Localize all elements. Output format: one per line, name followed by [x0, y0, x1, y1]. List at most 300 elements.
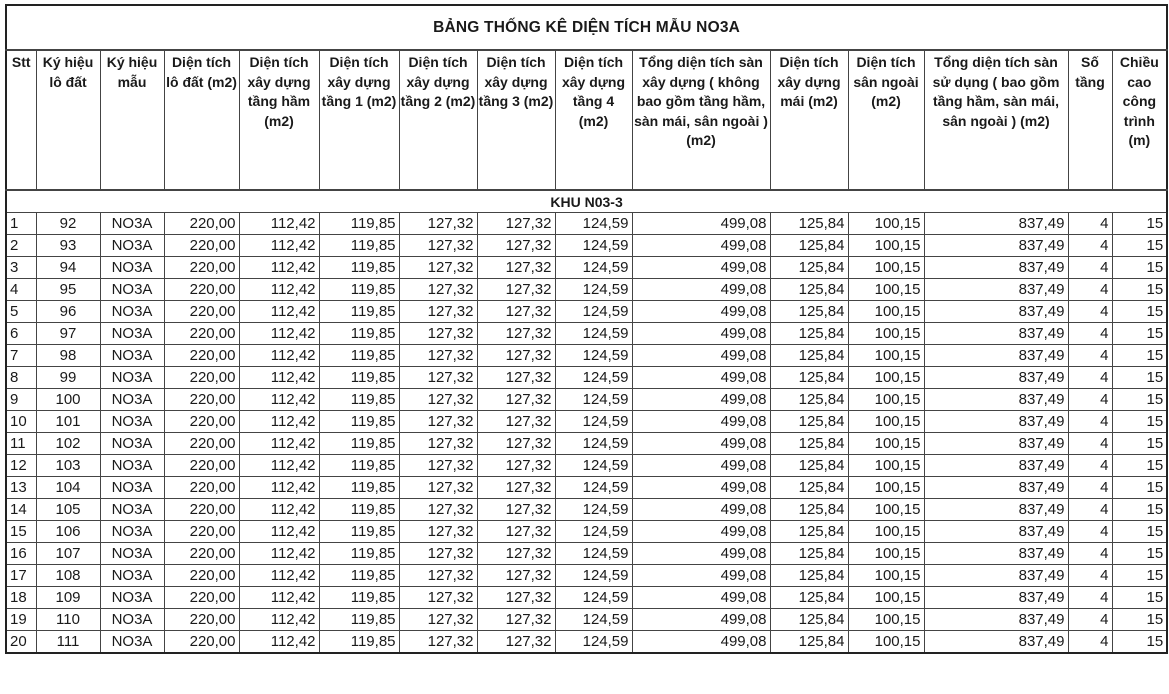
cell-floor4-area: 124,59	[555, 257, 632, 279]
cell-model-code: NO3A	[100, 587, 164, 609]
cell-floor4-area: 124,59	[555, 609, 632, 631]
cell-floor4-area: 124,59	[555, 433, 632, 455]
cell-total-usable-floor-area: 837,49	[924, 213, 1068, 235]
cell-building-height: 15	[1112, 521, 1167, 543]
cell-floor4-area: 124,59	[555, 543, 632, 565]
cell-total-construction-floor-area: 499,08	[632, 477, 770, 499]
cell-model-code: NO3A	[100, 565, 164, 587]
cell-outdoor-yard-area: 100,15	[848, 367, 924, 389]
cell-lot-code: 109	[36, 587, 100, 609]
cell-floor4-area: 124,59	[555, 499, 632, 521]
cell-floor1-area: 119,85	[319, 565, 399, 587]
cell-total-usable-floor-area: 837,49	[924, 455, 1068, 477]
cell-basement-area: 112,42	[239, 301, 319, 323]
cell-lot-area: 220,00	[164, 521, 239, 543]
cell-outdoor-yard-area: 100,15	[848, 587, 924, 609]
col-floor-count-header: Số tầng	[1068, 50, 1112, 190]
cell-basement-area: 112,42	[239, 631, 319, 654]
cell-stt: 2	[6, 235, 36, 257]
cell-stt: 5	[6, 301, 36, 323]
cell-roof-area: 125,84	[770, 609, 848, 631]
cell-lot-code: 92	[36, 213, 100, 235]
cell-total-construction-floor-area: 499,08	[632, 367, 770, 389]
cell-stt: 8	[6, 367, 36, 389]
cell-floor4-area: 124,59	[555, 587, 632, 609]
table-row	[6, 499, 1167, 521]
cell-lot-code: 97	[36, 323, 100, 345]
cell-building-height: 15	[1112, 257, 1167, 279]
table-row	[6, 257, 1167, 279]
cell-floor1-area: 119,85	[319, 411, 399, 433]
cell-outdoor-yard-area: 100,15	[848, 565, 924, 587]
col-total-construction-floor-area-header: Tổng diện tích sàn xây dựng ( không bao gồm tầng hầm, sàn mái, sân ngoài ) (m2)	[632, 50, 770, 190]
cell-floor-count: 4	[1068, 521, 1112, 543]
col-basement-area-header: Diện tích xây dựng tầng hầm (m2)	[239, 50, 319, 190]
table-row	[6, 521, 1167, 543]
cell-total-usable-floor-area: 837,49	[924, 631, 1068, 654]
cell-floor-count: 4	[1068, 279, 1112, 301]
cell-total-construction-floor-area: 499,08	[632, 433, 770, 455]
cell-floor1-area: 119,85	[319, 587, 399, 609]
cell-outdoor-yard-area: 100,15	[848, 345, 924, 367]
zone-row	[6, 190, 1167, 213]
cell-floor4-area: 124,59	[555, 411, 632, 433]
cell-basement-area: 112,42	[239, 213, 319, 235]
cell-floor1-area: 119,85	[319, 257, 399, 279]
header-row	[6, 50, 1167, 190]
cell-lot-area: 220,00	[164, 433, 239, 455]
cell-total-usable-floor-area: 837,49	[924, 411, 1068, 433]
cell-floor-count: 4	[1068, 257, 1112, 279]
table-row	[6, 235, 1167, 257]
cell-total-construction-floor-area: 499,08	[632, 389, 770, 411]
cell-floor1-area: 119,85	[319, 367, 399, 389]
cell-model-code: NO3A	[100, 543, 164, 565]
cell-floor1-area: 119,85	[319, 213, 399, 235]
cell-floor2-area: 127,32	[399, 521, 477, 543]
cell-floor-count: 4	[1068, 499, 1112, 521]
cell-lot-area: 220,00	[164, 565, 239, 587]
cell-basement-area: 112,42	[239, 565, 319, 587]
cell-total-construction-floor-area: 499,08	[632, 609, 770, 631]
cell-floor-count: 4	[1068, 213, 1112, 235]
cell-floor4-area: 124,59	[555, 345, 632, 367]
cell-floor3-area: 127,32	[477, 367, 555, 389]
cell-floor-count: 4	[1068, 587, 1112, 609]
cell-lot-code: 108	[36, 565, 100, 587]
cell-lot-area: 220,00	[164, 587, 239, 609]
cell-outdoor-yard-area: 100,15	[848, 433, 924, 455]
cell-stt: 4	[6, 279, 36, 301]
cell-floor3-area: 127,32	[477, 543, 555, 565]
cell-model-code: NO3A	[100, 433, 164, 455]
cell-model-code: NO3A	[100, 631, 164, 654]
cell-building-height: 15	[1112, 455, 1167, 477]
cell-model-code: NO3A	[100, 323, 164, 345]
cell-floor3-area: 127,32	[477, 279, 555, 301]
table-row	[6, 433, 1167, 455]
cell-floor2-area: 127,32	[399, 543, 477, 565]
cell-lot-area: 220,00	[164, 609, 239, 631]
cell-lot-area: 220,00	[164, 367, 239, 389]
cell-floor4-area: 124,59	[555, 521, 632, 543]
cell-stt: 17	[6, 565, 36, 587]
col-lot-area-header: Diện tích lô đất (m2)	[164, 50, 239, 190]
cell-floor3-area: 127,32	[477, 213, 555, 235]
cell-basement-area: 112,42	[239, 279, 319, 301]
cell-roof-area: 125,84	[770, 213, 848, 235]
cell-outdoor-yard-area: 100,15	[848, 323, 924, 345]
cell-outdoor-yard-area: 100,15	[848, 235, 924, 257]
cell-floor4-area: 124,59	[555, 323, 632, 345]
cell-roof-area: 125,84	[770, 389, 848, 411]
cell-floor1-area: 119,85	[319, 609, 399, 631]
cell-lot-code: 111	[36, 631, 100, 654]
cell-stt: 16	[6, 543, 36, 565]
cell-floor1-area: 119,85	[319, 279, 399, 301]
cell-total-usable-floor-area: 837,49	[924, 433, 1068, 455]
cell-floor4-area: 124,59	[555, 389, 632, 411]
cell-building-height: 15	[1112, 411, 1167, 433]
col-lot-code-header: Ký hiệu lô đất	[36, 50, 100, 190]
table-row	[6, 213, 1167, 235]
cell-model-code: NO3A	[100, 345, 164, 367]
col-outdoor-yard-area-header: Diện tích sân ngoài (m2)	[848, 50, 924, 190]
cell-lot-code: 100	[36, 389, 100, 411]
col-model-code-header: Ký hiệu mẫu	[100, 50, 164, 190]
cell-floor1-area: 119,85	[319, 521, 399, 543]
cell-roof-area: 125,84	[770, 631, 848, 654]
cell-lot-code: 105	[36, 499, 100, 521]
table-row	[6, 323, 1167, 345]
cell-floor-count: 4	[1068, 301, 1112, 323]
cell-total-construction-floor-area: 499,08	[632, 279, 770, 301]
cell-model-code: NO3A	[100, 455, 164, 477]
cell-building-height: 15	[1112, 345, 1167, 367]
cell-floor-count: 4	[1068, 323, 1112, 345]
cell-stt: 13	[6, 477, 36, 499]
area-statistics-table	[5, 4, 1168, 654]
cell-basement-area: 112,42	[239, 367, 319, 389]
cell-floor2-area: 127,32	[399, 389, 477, 411]
cell-total-construction-floor-area: 499,08	[632, 543, 770, 565]
table-row	[6, 609, 1167, 631]
cell-floor2-area: 127,32	[399, 213, 477, 235]
cell-outdoor-yard-area: 100,15	[848, 389, 924, 411]
cell-building-height: 15	[1112, 323, 1167, 345]
cell-stt: 20	[6, 631, 36, 654]
cell-floor2-area: 127,32	[399, 301, 477, 323]
cell-floor1-area: 119,85	[319, 455, 399, 477]
cell-floor4-area: 124,59	[555, 213, 632, 235]
cell-outdoor-yard-area: 100,15	[848, 499, 924, 521]
table-row	[6, 411, 1167, 433]
cell-total-construction-floor-area: 499,08	[632, 499, 770, 521]
cell-building-height: 15	[1112, 367, 1167, 389]
cell-building-height: 15	[1112, 587, 1167, 609]
cell-floor2-area: 127,32	[399, 455, 477, 477]
cell-lot-area: 220,00	[164, 213, 239, 235]
table-row	[6, 631, 1167, 654]
cell-outdoor-yard-area: 100,15	[848, 411, 924, 433]
cell-stt: 7	[6, 345, 36, 367]
cell-floor4-area: 124,59	[555, 631, 632, 654]
cell-model-code: NO3A	[100, 477, 164, 499]
cell-floor3-area: 127,32	[477, 477, 555, 499]
cell-outdoor-yard-area: 100,15	[848, 279, 924, 301]
cell-floor3-area: 127,32	[477, 521, 555, 543]
cell-total-usable-floor-area: 837,49	[924, 477, 1068, 499]
cell-roof-area: 125,84	[770, 257, 848, 279]
cell-lot-area: 220,00	[164, 477, 239, 499]
cell-floor-count: 4	[1068, 631, 1112, 654]
col-roof-area-header: Diện tích xây dựng mái (m2)	[770, 50, 848, 190]
cell-roof-area: 125,84	[770, 521, 848, 543]
cell-floor-count: 4	[1068, 477, 1112, 499]
cell-roof-area: 125,84	[770, 565, 848, 587]
cell-floor2-area: 127,32	[399, 587, 477, 609]
table-row	[6, 389, 1167, 411]
cell-roof-area: 125,84	[770, 455, 848, 477]
cell-outdoor-yard-area: 100,15	[848, 609, 924, 631]
cell-outdoor-yard-area: 100,15	[848, 455, 924, 477]
cell-floor2-area: 127,32	[399, 235, 477, 257]
col-floor4-area-header: Diện tích xây dựng tầng 4 (m2)	[555, 50, 632, 190]
cell-basement-area: 112,42	[239, 587, 319, 609]
cell-floor3-area: 127,32	[477, 301, 555, 323]
cell-outdoor-yard-area: 100,15	[848, 301, 924, 323]
cell-stt: 3	[6, 257, 36, 279]
cell-floor-count: 4	[1068, 433, 1112, 455]
cell-lot-area: 220,00	[164, 235, 239, 257]
cell-floor2-area: 127,32	[399, 257, 477, 279]
cell-model-code: NO3A	[100, 521, 164, 543]
cell-total-construction-floor-area: 499,08	[632, 411, 770, 433]
cell-model-code: NO3A	[100, 367, 164, 389]
cell-floor2-area: 127,32	[399, 279, 477, 301]
cell-model-code: NO3A	[100, 235, 164, 257]
cell-building-height: 15	[1112, 565, 1167, 587]
cell-basement-area: 112,42	[239, 499, 319, 521]
cell-model-code: NO3A	[100, 609, 164, 631]
cell-total-usable-floor-area: 837,49	[924, 235, 1068, 257]
cell-lot-area: 220,00	[164, 389, 239, 411]
cell-floor2-area: 127,32	[399, 411, 477, 433]
cell-floor-count: 4	[1068, 609, 1112, 631]
cell-floor3-area: 127,32	[477, 499, 555, 521]
cell-floor1-area: 119,85	[319, 499, 399, 521]
cell-roof-area: 125,84	[770, 411, 848, 433]
cell-floor-count: 4	[1068, 543, 1112, 565]
cell-floor1-area: 119,85	[319, 389, 399, 411]
cell-floor1-area: 119,85	[319, 631, 399, 654]
cell-building-height: 15	[1112, 279, 1167, 301]
cell-stt: 9	[6, 389, 36, 411]
cell-total-usable-floor-area: 837,49	[924, 389, 1068, 411]
cell-floor3-area: 127,32	[477, 455, 555, 477]
cell-floor3-area: 127,32	[477, 235, 555, 257]
cell-floor-count: 4	[1068, 345, 1112, 367]
cell-floor2-area: 127,32	[399, 565, 477, 587]
cell-building-height: 15	[1112, 389, 1167, 411]
cell-floor-count: 4	[1068, 235, 1112, 257]
cell-basement-area: 112,42	[239, 235, 319, 257]
cell-building-height: 15	[1112, 433, 1167, 455]
cell-floor4-area: 124,59	[555, 565, 632, 587]
cell-roof-area: 125,84	[770, 367, 848, 389]
cell-floor1-area: 119,85	[319, 477, 399, 499]
cell-lot-code: 95	[36, 279, 100, 301]
cell-total-usable-floor-area: 837,49	[924, 323, 1068, 345]
cell-roof-area: 125,84	[770, 433, 848, 455]
cell-lot-code: 104	[36, 477, 100, 499]
cell-total-usable-floor-area: 837,49	[924, 499, 1068, 521]
title-row	[6, 5, 1167, 50]
cell-basement-area: 112,42	[239, 323, 319, 345]
cell-basement-area: 112,42	[239, 433, 319, 455]
cell-floor3-area: 127,32	[477, 587, 555, 609]
table-row	[6, 279, 1167, 301]
cell-total-usable-floor-area: 837,49	[924, 345, 1068, 367]
cell-floor3-area: 127,32	[477, 433, 555, 455]
cell-lot-code: 106	[36, 521, 100, 543]
cell-floor4-area: 124,59	[555, 301, 632, 323]
cell-floor4-area: 124,59	[555, 477, 632, 499]
table-row	[6, 345, 1167, 367]
cell-roof-area: 125,84	[770, 235, 848, 257]
col-floor1-area-header: Diện tích xây dựng tầng 1 (m2)	[319, 50, 399, 190]
cell-total-construction-floor-area: 499,08	[632, 213, 770, 235]
cell-floor2-area: 127,32	[399, 367, 477, 389]
table-row	[6, 477, 1167, 499]
cell-floor-count: 4	[1068, 455, 1112, 477]
cell-lot-area: 220,00	[164, 323, 239, 345]
cell-basement-area: 112,42	[239, 455, 319, 477]
cell-basement-area: 112,42	[239, 543, 319, 565]
cell-building-height: 15	[1112, 543, 1167, 565]
cell-stt: 18	[6, 587, 36, 609]
cell-floor4-area: 124,59	[555, 367, 632, 389]
cell-total-usable-floor-area: 837,49	[924, 279, 1068, 301]
cell-building-height: 15	[1112, 499, 1167, 521]
cell-stt: 11	[6, 433, 36, 455]
cell-lot-area: 220,00	[164, 257, 239, 279]
cell-lot-code: 107	[36, 543, 100, 565]
cell-total-construction-floor-area: 499,08	[632, 345, 770, 367]
cell-roof-area: 125,84	[770, 477, 848, 499]
cell-floor1-area: 119,85	[319, 543, 399, 565]
cell-floor3-area: 127,32	[477, 609, 555, 631]
cell-lot-code: 110	[36, 609, 100, 631]
cell-floor1-area: 119,85	[319, 301, 399, 323]
cell-total-construction-floor-area: 499,08	[632, 301, 770, 323]
cell-floor-count: 4	[1068, 389, 1112, 411]
cell-floor3-area: 127,32	[477, 565, 555, 587]
cell-roof-area: 125,84	[770, 587, 848, 609]
cell-building-height: 15	[1112, 235, 1167, 257]
cell-total-construction-floor-area: 499,08	[632, 257, 770, 279]
cell-outdoor-yard-area: 100,15	[848, 631, 924, 654]
cell-floor2-area: 127,32	[399, 499, 477, 521]
cell-total-construction-floor-area: 499,08	[632, 587, 770, 609]
cell-total-construction-floor-area: 499,08	[632, 521, 770, 543]
cell-outdoor-yard-area: 100,15	[848, 257, 924, 279]
cell-model-code: NO3A	[100, 213, 164, 235]
cell-lot-area: 220,00	[164, 279, 239, 301]
cell-lot-area: 220,00	[164, 455, 239, 477]
cell-model-code: NO3A	[100, 301, 164, 323]
cell-model-code: NO3A	[100, 257, 164, 279]
cell-total-usable-floor-area: 837,49	[924, 257, 1068, 279]
cell-model-code: NO3A	[100, 389, 164, 411]
cell-basement-area: 112,42	[239, 521, 319, 543]
cell-roof-area: 125,84	[770, 543, 848, 565]
cell-total-construction-floor-area: 499,08	[632, 235, 770, 257]
table-row	[6, 301, 1167, 323]
cell-total-usable-floor-area: 837,49	[924, 521, 1068, 543]
cell-lot-area: 220,00	[164, 631, 239, 654]
cell-model-code: NO3A	[100, 279, 164, 301]
cell-total-usable-floor-area: 837,49	[924, 367, 1068, 389]
cell-lot-area: 220,00	[164, 301, 239, 323]
table-row	[6, 367, 1167, 389]
cell-roof-area: 125,84	[770, 301, 848, 323]
cell-stt: 14	[6, 499, 36, 521]
cell-lot-code: 96	[36, 301, 100, 323]
cell-stt: 1	[6, 213, 36, 235]
col-floor3-area-header: Diện tích xây dựng tầng 3 (m2)	[477, 50, 555, 190]
table-title: BẢNG THỐNG KÊ DIỆN TÍCH MẪU NO3A	[6, 5, 1167, 50]
cell-lot-area: 220,00	[164, 345, 239, 367]
zone-label: KHU N03-3	[6, 190, 1167, 213]
cell-basement-area: 112,42	[239, 411, 319, 433]
cell-roof-area: 125,84	[770, 499, 848, 521]
cell-lot-area: 220,00	[164, 499, 239, 521]
cell-floor1-area: 119,85	[319, 235, 399, 257]
cell-total-construction-floor-area: 499,08	[632, 631, 770, 654]
cell-floor-count: 4	[1068, 565, 1112, 587]
cell-floor3-area: 127,32	[477, 257, 555, 279]
cell-floor2-area: 127,32	[399, 631, 477, 654]
cell-lot-code: 101	[36, 411, 100, 433]
cell-floor2-area: 127,32	[399, 477, 477, 499]
cell-total-construction-floor-area: 499,08	[632, 565, 770, 587]
col-total-usable-floor-area-header: Tổng diện tích sàn sử dụng ( bao gồm tầng hầm, sàn mái, sân ngoài ) (m2)	[924, 50, 1068, 190]
table-row	[6, 543, 1167, 565]
cell-basement-area: 112,42	[239, 345, 319, 367]
cell-floor3-area: 127,32	[477, 345, 555, 367]
cell-total-usable-floor-area: 837,49	[924, 587, 1068, 609]
cell-floor2-area: 127,32	[399, 609, 477, 631]
cell-floor2-area: 127,32	[399, 323, 477, 345]
cell-floor3-area: 127,32	[477, 411, 555, 433]
cell-stt: 6	[6, 323, 36, 345]
cell-floor4-area: 124,59	[555, 279, 632, 301]
col-stt-header: Stt	[6, 50, 36, 190]
cell-total-construction-floor-area: 499,08	[632, 455, 770, 477]
cell-outdoor-yard-area: 100,15	[848, 477, 924, 499]
cell-stt: 15	[6, 521, 36, 543]
cell-floor2-area: 127,32	[399, 433, 477, 455]
cell-roof-area: 125,84	[770, 279, 848, 301]
table-row	[6, 587, 1167, 609]
cell-roof-area: 125,84	[770, 323, 848, 345]
cell-stt: 12	[6, 455, 36, 477]
cell-floor2-area: 127,32	[399, 345, 477, 367]
cell-basement-area: 112,42	[239, 389, 319, 411]
cell-lot-code: 94	[36, 257, 100, 279]
cell-model-code: NO3A	[100, 411, 164, 433]
